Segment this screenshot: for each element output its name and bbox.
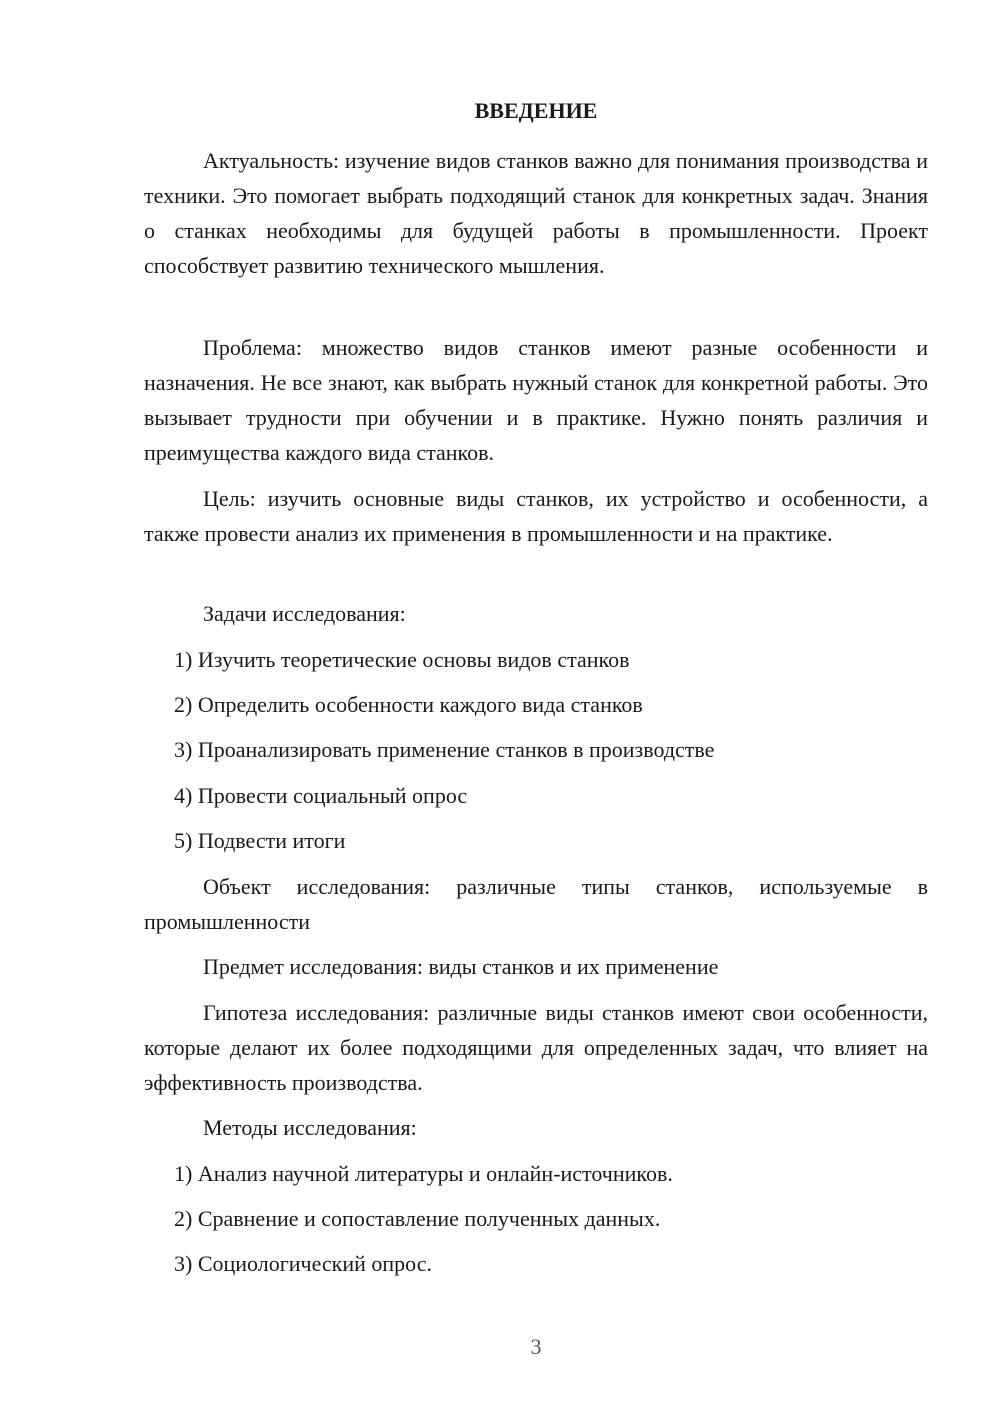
problem-paragraph: Проблема: множество видов станков имеют разные особенности и назначения. Не все знают, как выбрать нужный станок для конкретной работы. Это вызывает трудности при обучении и в практике. Нужно понять различия и преимущества каждого вида станков. [144, 335, 928, 465]
list-item: 3) Проанализировать применение станков в производстве [174, 737, 715, 762]
list-item: 1) Изучить теоретические основы видов станков [174, 647, 630, 672]
list-item: 3) Социологический опрос. [174, 1251, 432, 1276]
list-item: 4) Провести социальный опрос [174, 783, 468, 808]
object-paragraph: Объект исследования: различные типы станков, используемые в промышленности [144, 874, 928, 934]
goal-paragraph: Цель: изучить основные виды станков, их устройство и особенности, а также провести анализ их применения в промышленности и на практике. [144, 486, 928, 546]
list-item: 1) Анализ научной литературы и онлайн-источников. [174, 1161, 673, 1186]
methods-title: Методы исследования: [203, 1115, 417, 1140]
tasks-title: Задачи исследования: [203, 601, 406, 626]
relevance-paragraph: Актуальность: изучение видов станков важно для понимания производства и техники. Это помогает выбрать подходящий станок для конкретных задач. Знания о станках необходимы для будущей работы в промышленности. Проект способствует развитию технического мышления. [144, 148, 928, 278]
subject-line: Предмет исследования: виды станков и их применение [203, 954, 719, 979]
list-item: 2) Сравнение и сопоставление полученных данных. [174, 1206, 661, 1231]
page-number: 3 [530, 1334, 542, 1359]
list-item: 5) Подвести итоги [174, 828, 346, 853]
hypothesis-paragraph: Гипотеза исследования: различные виды станков имеют свои особенности, которые делают их более подходящими для определенных задач, что влияет на эффективность производства. [144, 1000, 928, 1095]
section-heading: ВВЕДЕНИЕ [474, 98, 598, 123]
list-item: 2) Определить особенности каждого вида станков [174, 692, 643, 717]
